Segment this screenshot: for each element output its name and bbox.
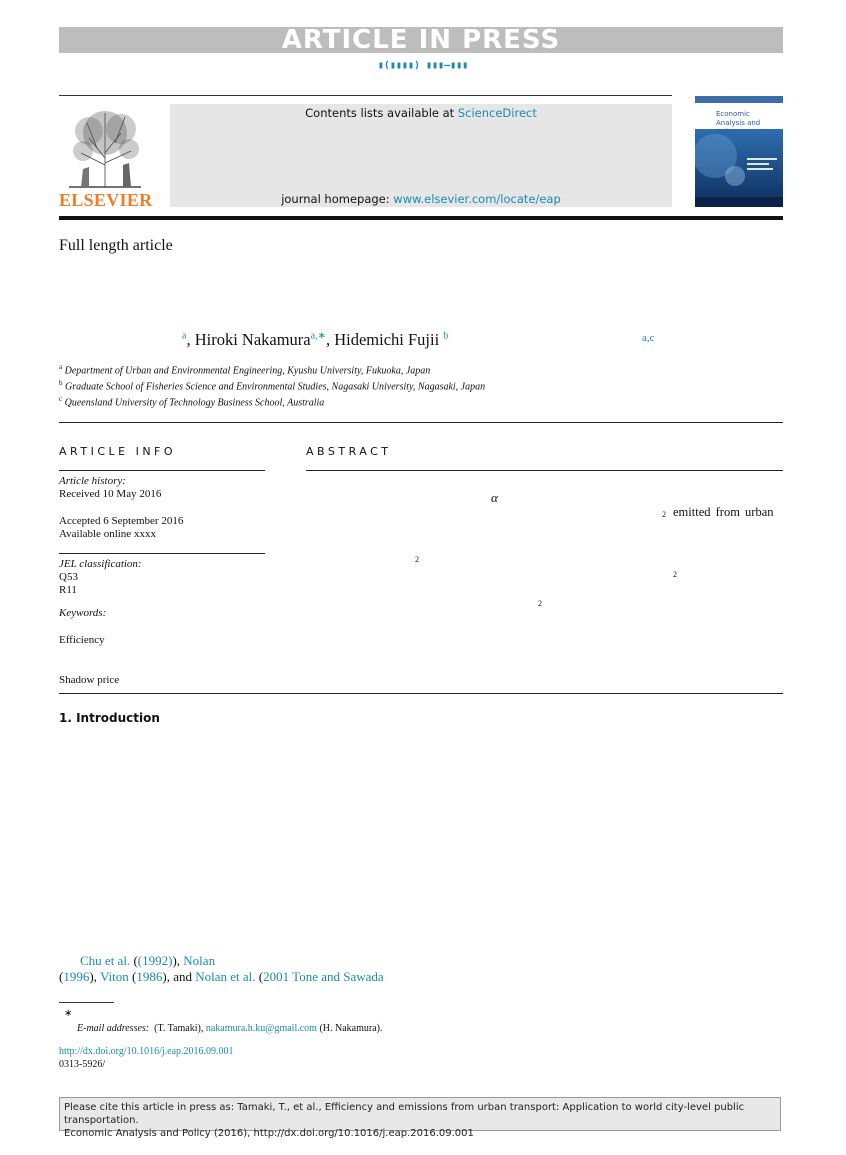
ref-chu-year-wrap: ((1992)) (133, 953, 177, 968)
author2-affil-mark[interactable]: a,∗ (310, 330, 326, 342)
citation-line-2: Economic Analysis and Policy (2016), http://dx.doi.org/10.1016/j.eap.2016.09.001 (64, 1128, 474, 1139)
affiliation-mark: b (59, 379, 63, 387)
header-thick-rule (59, 216, 783, 220)
author-hiroki-nakamura: , Hiroki Nakamura (186, 330, 311, 349)
info-rule (59, 470, 265, 471)
abstract-alpha-symbol: α (491, 490, 498, 505)
ref-nolan-et-al[interactable]: Nolan et al. (195, 969, 256, 984)
received-date: Received 10 May 2016 (59, 488, 162, 500)
citation-line-1: Please cite this article in press as: Tamaki, T., et al., Efficiency and emissions from urban transport: Application to world city-level public transportation. (64, 1102, 745, 1126)
ref-chu-year[interactable]: (1992) (137, 953, 173, 968)
email-label: E-mail addresses: (77, 1023, 150, 1034)
abstract-rule (306, 470, 783, 471)
keywords-label: Keywords: (59, 607, 107, 619)
affiliation-c (59, 395, 324, 408)
affiliation-text: Department of Urban and Environmental Engineering, Kyushu University, Fukuoka, Japan (64, 365, 431, 377)
author3-affil-mark[interactable]: b (443, 330, 449, 342)
paren-open: ( (59, 969, 64, 984)
email2-owner: (H. Nakamura). (319, 1023, 383, 1034)
abstract-subscript: 2 (538, 599, 542, 608)
jel-code: R11 (59, 584, 77, 596)
issn: 0313-5926/ (59, 1059, 106, 1070)
abstract-subscript: 2 (415, 555, 419, 564)
paren-open: ( (255, 969, 264, 984)
keyword: Shadow price (59, 674, 120, 686)
intro-citation-line-1 (80, 953, 215, 969)
ref-nolan[interactable]: Nolan (183, 953, 216, 968)
affiliation-mark: c (59, 395, 63, 403)
journal-homepage-link[interactable]: www.elsevier.com/locate/eap (393, 192, 561, 206)
article-history-label: Article history: (59, 475, 126, 487)
contents-line (170, 106, 672, 120)
ref-separator: , (176, 953, 184, 968)
introduction-heading: 1. Introduction (59, 711, 160, 725)
intro-citation-line-2 (59, 969, 384, 985)
affiliation-a (59, 363, 430, 376)
abstract-heading: ABSTRACT (306, 445, 392, 458)
footnote-rule (59, 1002, 114, 1003)
ref-tone-sawada[interactable]: Tone and Sawada (289, 969, 384, 984)
affiliation-b (59, 379, 485, 392)
affiliation-text: Queensland University of Technology Business School, Australia (64, 397, 325, 409)
affiliation-mark: a (59, 363, 63, 371)
author-hidemichi-fujii: , Hidemichi Fujii (325, 330, 440, 349)
ref-chu[interactable]: Chu et al. (80, 953, 131, 968)
article-type: Full length article (59, 237, 173, 254)
article-info-heading: ARTICLE INFO (59, 445, 177, 458)
author4-affil-mark[interactable]: a,c (642, 332, 655, 344)
cover-title: Economic Analysis and Policy (716, 110, 761, 136)
author-line (182, 330, 448, 350)
jel-code: Q53 (59, 571, 78, 583)
jel-label: JEL classification: (59, 558, 142, 570)
abstract-fragment: emitted from urban (673, 505, 774, 519)
ref-viton[interactable]: Viton (99, 969, 129, 984)
info-rule (59, 553, 265, 554)
journal-homepage-line (170, 192, 672, 206)
ref-nolan-et-al-year[interactable]: 2001 (263, 969, 290, 984)
author1-affil-mark[interactable]: a (182, 330, 187, 342)
citation-text (64, 1101, 780, 1140)
ref-nolan-year[interactable]: 1996 (63, 969, 90, 984)
footnote-star: ∗ (64, 1008, 73, 1019)
keyword: Efficiency (59, 634, 105, 646)
abstract-subscript: 2 (662, 510, 666, 519)
email-link[interactable]: nakamura.h.ku@gmail.com (205, 1023, 317, 1034)
email-footnote (77, 1023, 382, 1034)
abstract-subscript: 2 (673, 570, 677, 579)
paren-close-and: ), and (162, 969, 196, 984)
doi-link[interactable]: http://dx.doi.org/10.1016/j.eap.2016.09.001 (59, 1046, 234, 1057)
paren-open: ( (128, 969, 137, 984)
elsevier-wordmark: ELSEVIER (59, 190, 153, 210)
section-rule (59, 422, 783, 423)
accepted-date: Accepted 6 September 2016 (59, 515, 184, 527)
header-top-rule (59, 95, 672, 96)
homepage-prefix: journal homepage: (281, 192, 394, 206)
affiliation-text: Graduate School of Fisheries Science and Environmental Studies, Nagasaki University, Nagasaki, Japan (65, 381, 486, 393)
article-in-press-label: ARTICLE IN PRESS (281, 25, 561, 55)
sciencedirect-link[interactable]: ScienceDirect (457, 106, 537, 120)
section-rule (59, 693, 783, 694)
running-reference: ▮(▮▮▮▮) ▮▮▮–▮▮▮ (377, 60, 469, 71)
online-date: Available online xxxx (59, 528, 156, 540)
contents-prefix: Contents lists available at (305, 106, 458, 120)
email1-owner: (T. Tamaki), (154, 1023, 204, 1034)
paren-close: ), (89, 969, 100, 984)
ref-viton-year[interactable]: 1986 (136, 969, 163, 984)
